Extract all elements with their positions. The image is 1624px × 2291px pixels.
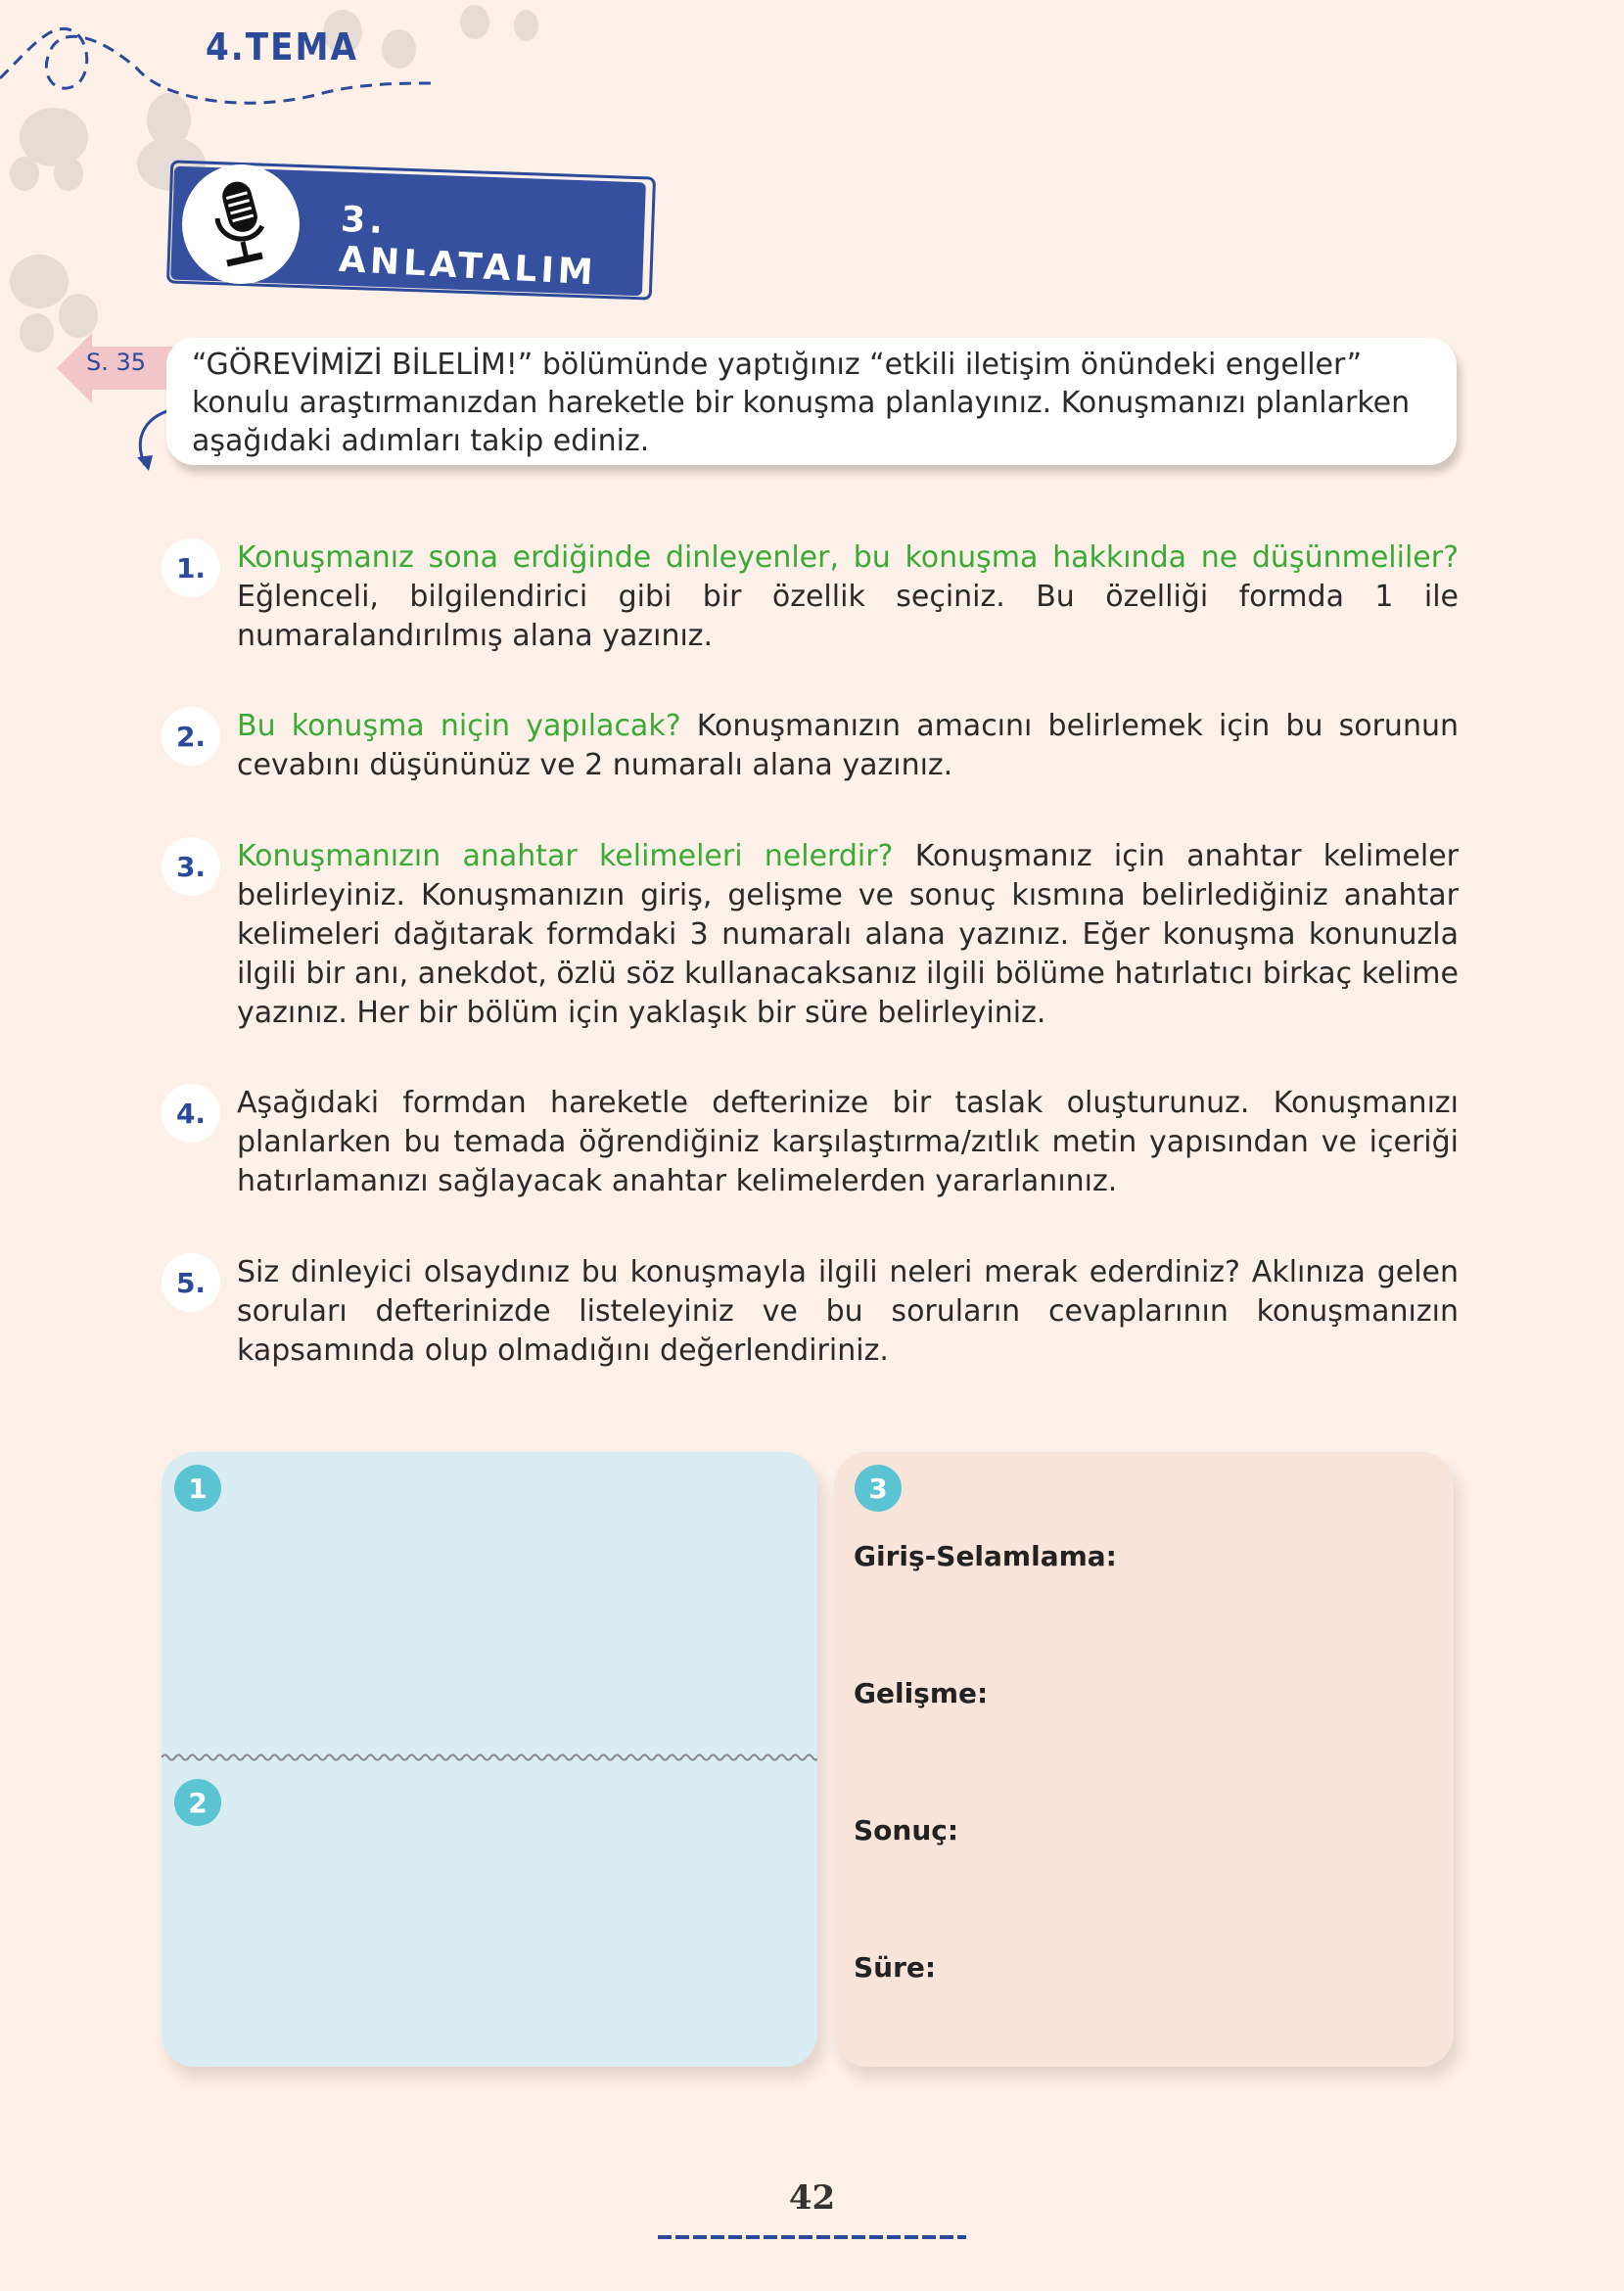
wavy-divider	[162, 1752, 817, 1763]
theme-label: 4.TEMA	[206, 25, 358, 69]
step-number: 4.	[162, 1084, 220, 1143]
step-text: Konuşmanız için anahtar kelimeler belirleyiniz. Konuşmanızın giriş, gelişme ve sonuç kısmına belirlediğiniz anahtar kelimeleri dağıtarak formdaki 3 numaralı alana yazınız. Eğer konuşma konunuzla ilgili bir anı, anekdot, özlü söz kullanacaksanız ilgili bölüme hatırlatıcı birkaç kelime yazınız. Her bir bölüm için yaklaşık bir süre belirleyiniz.	[237, 839, 1460, 1030]
section-banner	[168, 168, 648, 296]
page-reference[interactable]: S. 35	[86, 349, 147, 376]
step-number: 5.	[162, 1253, 220, 1312]
step-text: Eğlenceli, bilgilendirici gibi bir özellik seçiniz. Bu özelliği formda 1 ile numaralandırılmış alana yazınız.	[237, 580, 1459, 653]
step-question: Konuşmanız sona erdiğinde dinleyenler, bu konuşma hakkında ne düşünmeliler?	[237, 540, 1459, 575]
area-2-field[interactable]	[162, 1765, 817, 2059]
page-number: 42	[788, 2178, 836, 2218]
intro-greeting-label: Giriş-Selamlama:	[854, 1540, 1117, 1572]
development-label: Gelişme:	[854, 1677, 989, 1709]
intro-text: “GÖREVİMİZİ BİLELİM!” bölümünde yaptığınız “etkili iletişim önündeki engeller” konulu araştırmanızdan hareketle bir konuşma planlayınız. Konuşmanızı planlarken aşağıdaki adımları takip ediniz.	[192, 348, 1411, 458]
section-title: 3. ANLATALIM	[338, 199, 598, 294]
form-area-1-2	[162, 1452, 817, 2067]
area-2-badge: 2	[174, 1779, 221, 1826]
step-number: 1.	[162, 538, 220, 597]
step-text: Aşağıdaki formdan hareketle defterinize bir taslak oluşturunuz. Konuşmanızı planlarken bu temada öğrendiğiniz karşılaştırma/zıtlık metin yapısından ve içeriği hatırlamanızı sağlayacak anahtar kelimelerden yararlanınız.	[237, 1086, 1459, 1198]
step-question: Bu konuşma niçin yapılacak?	[237, 709, 681, 743]
step-number: 2.	[162, 707, 220, 766]
area-1-field[interactable]	[162, 1452, 817, 1751]
step-text: Konuşmanızın amacını belirlemek için bu sorunun cevabını düşününüz ve 2 numaralı alana yazınız.	[237, 709, 1459, 782]
conclusion-label: Sonuç:	[854, 1814, 959, 1847]
step-number: 3.	[162, 837, 220, 896]
area-1-badge: 1	[174, 1465, 221, 1512]
form-area-3	[834, 1452, 1454, 2067]
microphone-icon	[182, 164, 300, 284]
page-number-underline	[658, 2232, 966, 2242]
step-text: Siz dinleyici olsaydınız bu konuşmayla ilgili neleri merak ederdiniz? Aklınıza gelen soruları defterinizde listeleyiniz ve bu soruların cevaplarının konuşmanızın kapsamında olup olmadığını değerlendiriniz.	[237, 1255, 1459, 1368]
area-3-badge: 3	[855, 1465, 902, 1512]
intro-box	[166, 338, 1457, 465]
duration-label: Süre:	[854, 1951, 937, 1984]
step-question: Konuşmanızın anahtar kelimeleri nelerdir?	[237, 839, 894, 873]
